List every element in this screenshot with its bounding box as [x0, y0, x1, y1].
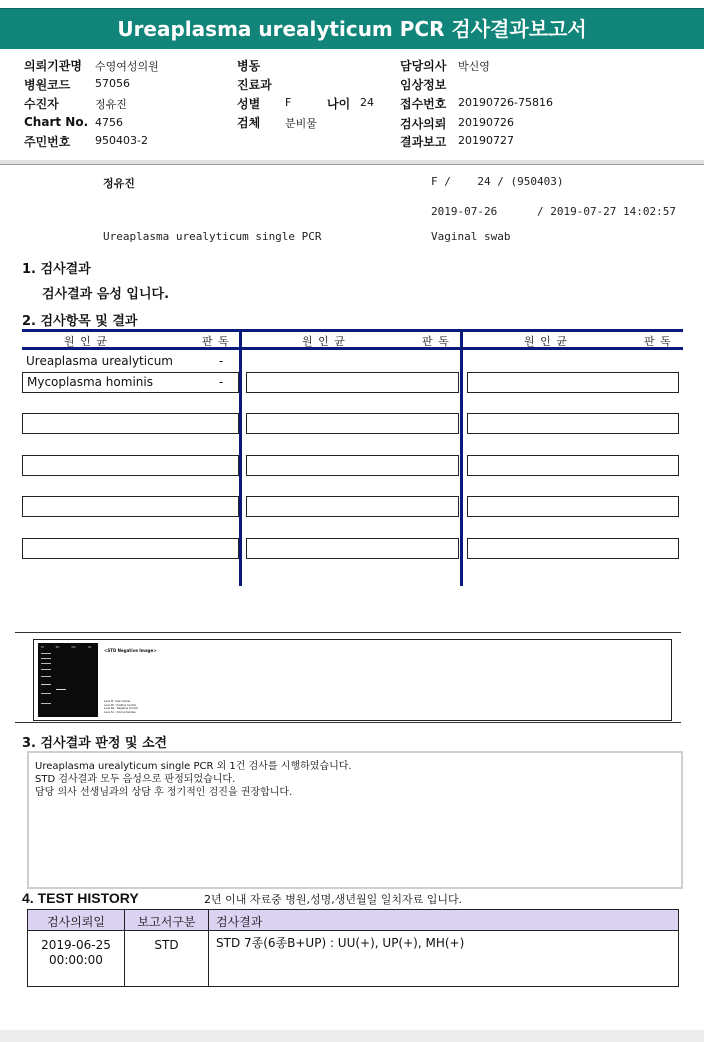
empty-row-cell — [467, 538, 679, 559]
label-patient: 수진자 — [24, 97, 59, 111]
page-footer-band — [0, 1030, 704, 1042]
label-sex: 성별 — [237, 97, 261, 111]
history-col-date: 검사의뢰일 — [47, 915, 105, 929]
gel-bottom-rule — [15, 722, 681, 723]
table-header — [22, 333, 683, 347]
label-chart-no: Chart No. — [24, 115, 89, 129]
value-institution: 수영여성의원 — [95, 60, 159, 73]
label-ward: 병동 — [237, 59, 261, 73]
value-doctor: 박신영 — [458, 60, 490, 73]
empty-row-cell — [246, 455, 459, 476]
empty-row-cell — [467, 413, 679, 434]
history-row-type: STD — [154, 938, 179, 952]
value-chart-no: 4756 — [95, 116, 123, 129]
table-top-rule — [22, 329, 683, 332]
table-header-rule — [22, 347, 683, 350]
label-clinical-info: 임상정보 — [400, 78, 447, 92]
patient-sex-age: F / 24 / (950403) — [431, 175, 564, 188]
value-sex: F — [285, 96, 292, 109]
patient-name: 정유진 — [103, 177, 135, 190]
test-name: Ureaplasma urealyticum single PCR — [103, 230, 322, 243]
label-receipt-no: 접수번호 — [400, 97, 447, 111]
label-doctor: 담당의사 — [400, 59, 447, 73]
value-patient: 정유진 — [95, 98, 127, 111]
value-specimen: 분비물 — [285, 117, 317, 130]
gel-image — [38, 643, 98, 717]
section3-heading: 3. 검사결과 판정 및 소견 — [22, 736, 168, 751]
history-note: 2년 이내 자료중 병원,성명,생년월일 일치자료 입니다. — [204, 893, 463, 906]
table-divider-2 — [460, 329, 463, 586]
col-header-result-3: 판 독 — [644, 335, 672, 348]
empty-row-cell — [22, 455, 239, 476]
empty-row-cell — [246, 496, 459, 517]
col-header-organism-3: 원 인 균 — [524, 335, 568, 348]
section1-result: 검사결과 음성 입니다. — [42, 287, 170, 302]
empty-row-cell — [22, 538, 239, 559]
history-col-result: 검사결과 — [216, 915, 263, 929]
gel-legend: Lane M : Size marker Lane PC : Positive Control Lane NC : Negative Control Lane S1 : Clinical Sample — [104, 700, 138, 714]
report-title: Ureaplasma urealyticum PCR 검사결과보고서 — [117, 17, 587, 41]
label-age: 나이 — [327, 97, 351, 111]
section2-heading: 2. 검사항목 및 결과 — [22, 314, 138, 329]
history-row-result: STD 7종(6종B+UP) : UU(+), UP(+), MH(+) — [216, 936, 465, 950]
value-receipt-no: 20190726-75816 — [458, 96, 553, 109]
value-age: 24 — [360, 96, 374, 109]
gel-lane-labels: M PC NC S1 — [41, 645, 92, 649]
gel-caption: <STD Negative Image> — [104, 648, 157, 653]
row2-cell-1 — [22, 372, 239, 393]
opinion-line: STD 검사결과 모두 음성으로 판정되었습니다. — [35, 774, 236, 785]
section1-heading: 1. 검사결과 — [22, 262, 91, 277]
label-request-date: 검사의뢰 — [400, 117, 447, 131]
patient-dates: 2019-07-26 / 2019-07-27 14:02:57 — [431, 205, 677, 218]
empty-row-cell — [246, 413, 459, 434]
row2-cell-2 — [246, 372, 459, 393]
history-row-date: 2019-06-25 00:00:00 — [41, 938, 111, 967]
value-hospital-code: 57056 — [95, 77, 130, 90]
col-header-result-2: 판 독 — [422, 335, 450, 348]
row2-result: - — [219, 375, 224, 389]
value-request-date: 20190726 — [458, 116, 514, 129]
label-institution: 의뢰기관명 — [24, 59, 82, 73]
row1-result: - — [219, 354, 224, 368]
report-title-bar — [0, 8, 704, 49]
col-header-organism-2: 원 인 균 — [302, 335, 346, 348]
label-specimen: 검체 — [237, 116, 261, 130]
opinion-line: Ureaplasma urealyticum single PCR 외 1건 검사를 시행하였습니다. — [35, 761, 352, 772]
empty-row-cell — [467, 455, 679, 476]
label-report-date: 결과보고 — [400, 135, 447, 149]
empty-row-cell — [246, 538, 459, 559]
value-report-date: 20190727 — [458, 134, 514, 147]
empty-row-cell — [22, 496, 239, 517]
label-department: 진료과 — [237, 78, 272, 92]
col-header-result-1: 판 독 — [202, 335, 230, 348]
history-table — [27, 909, 679, 987]
opinion-text — [35, 760, 352, 799]
history-col-type: 보고서구분 — [137, 915, 196, 929]
table-divider-1 — [239, 329, 242, 586]
opinion-box — [27, 751, 683, 889]
row2-cell-3 — [467, 372, 679, 393]
section4-heading: 4. TEST HISTORY — [22, 890, 139, 906]
row2-organism: Mycoplasma hominis — [27, 375, 153, 389]
label-resident-no: 주민번호 — [24, 135, 71, 149]
specimen-type: Vaginal swab — [431, 230, 511, 243]
gel-top-rule — [15, 632, 681, 633]
opinion-line: 담당 의사 선생님과의 상담 후 정기적인 검진을 권장합니다. — [35, 787, 293, 798]
value-resident-no: 950403-2 — [95, 134, 148, 147]
row1-organism: Ureaplasma urealyticum — [26, 354, 173, 368]
col-header-organism-1: 원 인 균 — [64, 335, 108, 348]
gel-panel — [33, 639, 672, 721]
label-hospital-code: 병원코드 — [24, 78, 71, 92]
empty-row-cell — [467, 496, 679, 517]
empty-row-cell — [22, 413, 239, 434]
header-divider — [0, 160, 704, 165]
